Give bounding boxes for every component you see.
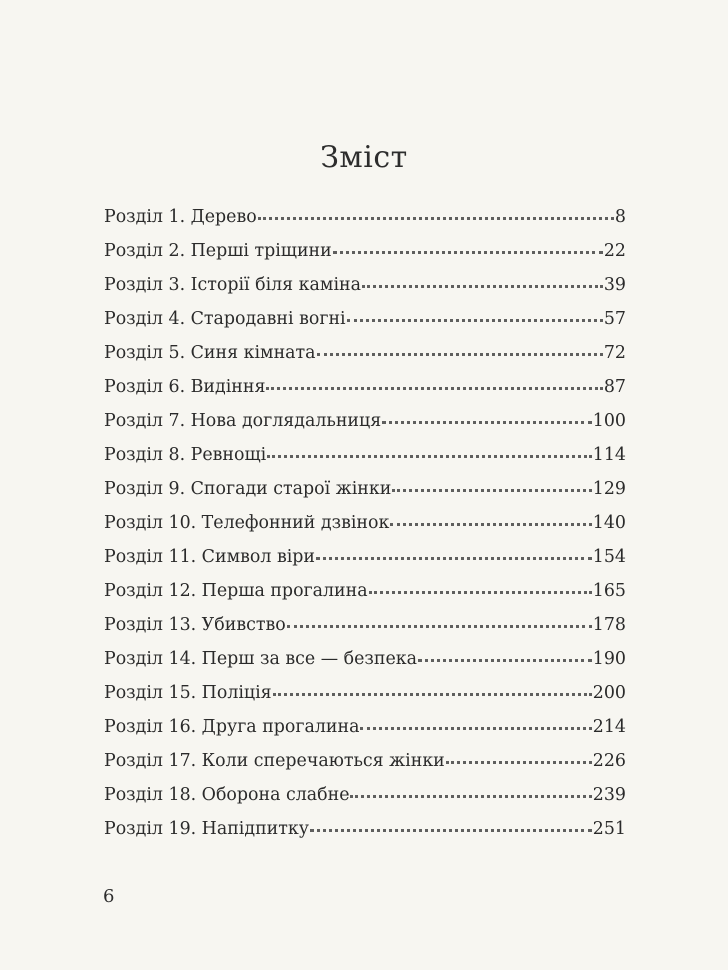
toc-entry-page: 57 <box>603 309 626 329</box>
toc-entry-title: Розділ 6. Видіння <box>104 377 266 397</box>
toc-entry-page: 154 <box>592 547 626 567</box>
dot-leader <box>310 825 592 832</box>
toc-entry <box>104 336 626 370</box>
toc-entry <box>104 778 626 812</box>
toc-entry-page: 100 <box>592 411 626 431</box>
dot-leader <box>333 247 603 254</box>
dot-leader <box>392 485 591 492</box>
dot-leader <box>316 553 592 560</box>
toc-entry <box>104 608 626 642</box>
dot-leader <box>446 757 592 764</box>
toc-entry-title: Розділ 3. Історії біля каміна <box>104 275 361 295</box>
table-of-contents <box>104 200 626 846</box>
page-number: 6 <box>103 886 115 907</box>
toc-entry-title: Розділ 12. Перша прогалина <box>104 581 368 601</box>
toc-entry-page: 39 <box>603 275 626 295</box>
toc-entry-title: Розділ 19. Напідпитку <box>104 819 309 839</box>
toc-entry <box>104 540 626 574</box>
toc-entry-title: Розділ 16. Друга прогалина <box>104 717 360 737</box>
page-title: Зміст <box>320 140 408 175</box>
dot-leader <box>273 689 592 696</box>
toc-entry-page: 140 <box>592 513 626 533</box>
toc-entry-page: 129 <box>592 479 626 499</box>
dot-leader <box>418 655 592 662</box>
toc-entry <box>104 370 626 404</box>
toc-entry <box>104 438 626 472</box>
toc-entry-page: 72 <box>603 343 626 363</box>
toc-entry-page: 8 <box>614 207 626 227</box>
toc-entry-title: Розділ 11. Символ віри <box>104 547 316 567</box>
toc-entry-title: Розділ 8. Ревнощі <box>104 445 267 465</box>
toc-entry <box>104 472 626 506</box>
toc-entry-title: Розділ 18. Оборона слабне <box>104 785 350 805</box>
toc-entry-title: Розділ 4. Стародавні вогні <box>104 309 346 329</box>
dot-leader <box>360 723 591 730</box>
toc-entry-title: Розділ 14. Перш за все — безпека <box>104 649 417 669</box>
toc-entry <box>104 302 626 336</box>
toc-entry-title: Розділ 7. Нова доглядальниця <box>104 411 382 431</box>
dot-leader <box>258 213 614 220</box>
dot-leader <box>267 451 592 458</box>
toc-entry-title: Розділ 10. Телефонний дзвінок <box>104 513 390 533</box>
toc-entry-page: 190 <box>592 649 626 669</box>
dot-leader <box>266 383 602 390</box>
dot-leader <box>362 281 603 288</box>
toc-entry-title: Розділ 2. Перші тріщини <box>104 241 332 261</box>
toc-entry-page: 178 <box>592 615 626 635</box>
toc-entry-page: 251 <box>592 819 626 839</box>
toc-entry <box>104 234 626 268</box>
toc-entry <box>104 676 626 710</box>
dot-leader <box>350 791 591 798</box>
dot-leader <box>382 417 592 424</box>
toc-entry <box>104 642 626 676</box>
dot-leader <box>317 349 603 356</box>
toc-entry <box>104 506 626 540</box>
dot-leader <box>347 315 603 322</box>
toc-entry-title: Розділ 17. Коли сперечаються жінки <box>104 751 445 771</box>
toc-entry-page: 22 <box>603 241 626 261</box>
toc-entry-page: 165 <box>592 581 626 601</box>
toc-entry-page: 200 <box>592 683 626 703</box>
toc-entry-page: 226 <box>592 751 626 771</box>
toc-entry <box>104 744 626 778</box>
toc-entry-title: Розділ 5. Синя кімната <box>104 343 316 363</box>
toc-entry <box>104 710 626 744</box>
toc-entry <box>104 200 626 234</box>
toc-entry-page: 114 <box>592 445 626 465</box>
toc-entry <box>104 574 626 608</box>
toc-entry-page: 87 <box>603 377 626 397</box>
toc-entry <box>104 812 626 846</box>
toc-entry-title: Розділ 9. Спогади старої жінки <box>104 479 392 499</box>
toc-entry-page: 239 <box>592 785 626 805</box>
toc-entry-page: 214 <box>592 717 626 737</box>
toc-entry-title: Розділ 1. Дерево <box>104 207 257 227</box>
toc-entry-title: Розділ 15. Поліція <box>104 683 272 703</box>
dot-leader <box>390 519 591 526</box>
toc-entry <box>104 404 626 438</box>
toc-entry <box>104 268 626 302</box>
dot-leader <box>287 621 592 628</box>
toc-entry-title: Розділ 13. Убивство <box>104 615 286 635</box>
dot-leader <box>369 587 592 594</box>
